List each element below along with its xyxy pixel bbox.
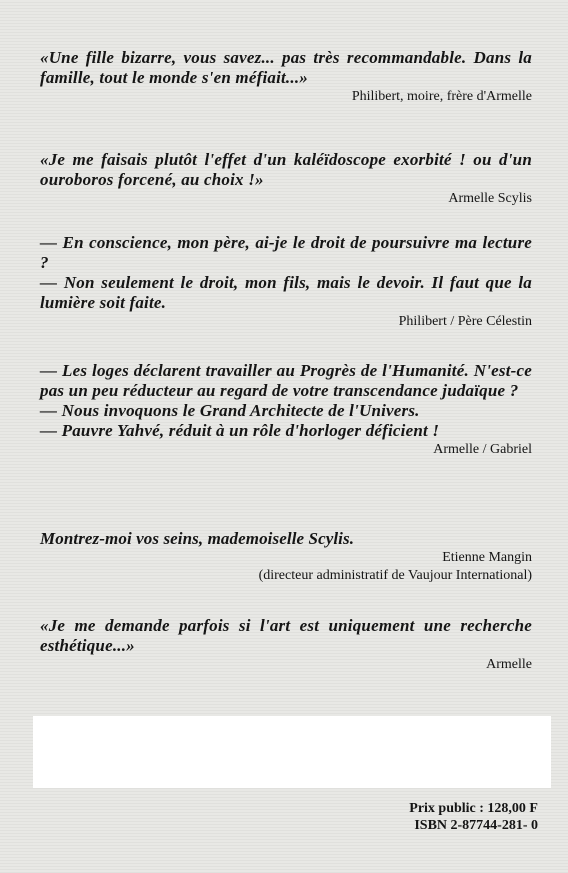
isbn-label: ISBN 2-87744-281- 0	[414, 818, 538, 833]
quote-text: — Pauvre Yahvé, réduit à un rôle d'horloger déficient !	[40, 421, 440, 440]
quote-attribution: (directeur administratif de Vaujour International)	[258, 568, 532, 583]
quote-text: «Je me faisais plutôt l'effet d'un kaléïdoscope exorbité ! ou d'un ouroboros forcené, au choix !»	[40, 150, 532, 189]
quote-block	[40, 529, 532, 585]
quote-attribution: Philibert / Père Célestin	[398, 314, 532, 329]
quote-block	[40, 150, 532, 208]
price-label: Prix public : 128,00 F	[409, 801, 538, 816]
quote-text: Montrez-moi vos seins, mademoiselle Scylis.	[40, 529, 355, 548]
blank-label-area	[33, 716, 551, 788]
quote-text: — En conscience, mon père, ai-je le droit de poursuivre ma lecture ?	[40, 233, 532, 272]
quote-block	[40, 616, 532, 674]
quote-text: — Les loges déclarent travailler au Progrès de l'Humanité. N'est-ce pas un peu réducteur au regard de votre transcendance judaïque ?	[40, 361, 532, 400]
quote-text: «Je me demande parfois si l'art est uniquement une recherche esthétique...»	[40, 616, 532, 655]
quote-block	[40, 361, 532, 459]
quote-text: «Une fille bizarre, vous savez... pas très recommandable. Dans la famille, tout le monde s'en méfiait...»	[40, 48, 532, 87]
quote-attribution: Philibert, moire, frère d'Armelle	[351, 89, 532, 104]
quote-block	[40, 48, 532, 106]
price-block	[409, 800, 538, 834]
quote-block	[40, 233, 532, 331]
quote-text: — Non seulement le droit, mon fils, mais le devoir. Il faut que la lumière soit faite.	[40, 273, 532, 312]
quote-attribution: Armelle / Gabriel	[433, 442, 532, 457]
quote-attribution: Armelle Scylis	[448, 191, 532, 206]
quote-attribution: Armelle	[486, 657, 532, 672]
quote-text: — Nous invoquons le Grand Architecte de l'Univers.	[40, 401, 420, 420]
quote-attribution: Etienne Mangin	[442, 550, 532, 565]
